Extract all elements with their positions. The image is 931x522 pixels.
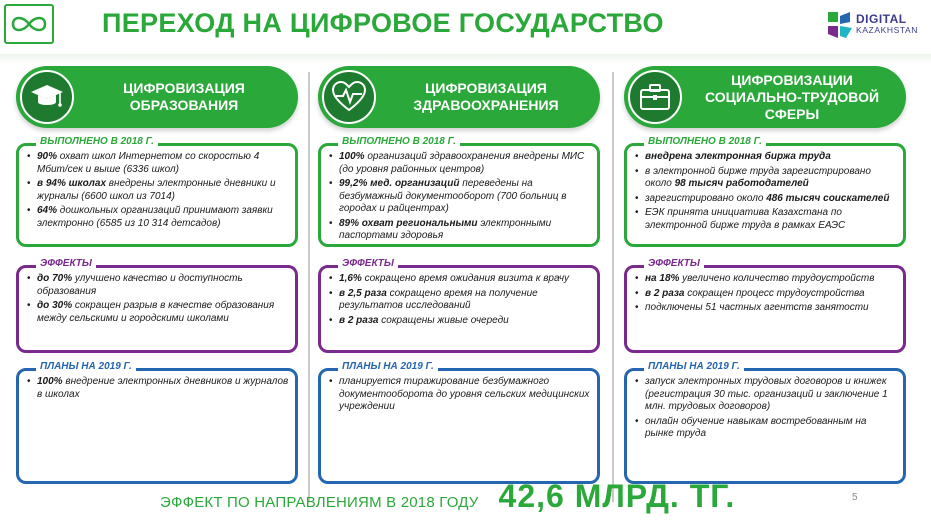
list-item-highlight: до 70% bbox=[37, 273, 73, 284]
top-logo bbox=[4, 4, 54, 44]
effects-label: ЭФФЕКТЫ bbox=[36, 258, 96, 269]
list-item-text: сокращены живые очереди bbox=[378, 314, 509, 326]
list-item-text: сокращено время ожидания визита к врачу bbox=[361, 273, 570, 284]
list-item-highlight: 90% bbox=[37, 151, 58, 162]
list-item-highlight: внедрена электронная биржа труда bbox=[645, 151, 831, 162]
list-item-highlight: 98 тысяч работодателей bbox=[674, 178, 809, 189]
list-item bbox=[329, 273, 591, 286]
bottom-summary bbox=[160, 478, 735, 518]
social-title: ЦИФРОВИЗАЦИИ СОЦИАЛЬНО-ТРУДОВОЙ СФЕРЫ bbox=[704, 71, 880, 122]
list-item-text: онлайн обучение навыкам востребованным на рынке труда bbox=[645, 415, 867, 439]
list-item bbox=[27, 376, 289, 401]
plans-list bbox=[329, 376, 591, 414]
list-item bbox=[635, 288, 897, 301]
list-item-highlight: до 30% bbox=[37, 300, 73, 311]
list-item-text: ЕЭК принята инициатива Казахстана по электронной бирже труда в рамках ЕАЭС bbox=[645, 207, 846, 231]
plans-label: ПЛАНЫ НА 2019 Г. bbox=[36, 361, 136, 372]
list-item bbox=[329, 376, 591, 414]
list-item bbox=[27, 273, 289, 298]
list-item-highlight: 1,6% bbox=[339, 273, 362, 284]
bottom-value: 42,6 МЛРД. ТГ. bbox=[498, 478, 736, 514]
effects-list bbox=[27, 273, 289, 325]
list-item bbox=[27, 205, 289, 230]
list-item-highlight: 89% охват региональными bbox=[339, 217, 478, 229]
list-item-text: внедрение электронных дневников и журналов в школах bbox=[37, 376, 289, 400]
plans-list bbox=[635, 376, 897, 441]
list-item bbox=[27, 178, 289, 203]
brand-logo bbox=[826, 10, 926, 42]
list-item bbox=[329, 218, 591, 243]
done-label: ВЫПОЛНЕНО В 2018 Г. bbox=[36, 136, 158, 147]
list-item-highlight: 100% bbox=[37, 376, 63, 387]
list-item-highlight: в 94% школах bbox=[37, 178, 107, 189]
plans-label: ПЛАНЫ НА 2019 Г. bbox=[338, 361, 438, 372]
list-item bbox=[329, 151, 591, 176]
list-item bbox=[635, 273, 897, 286]
list-item bbox=[635, 193, 897, 206]
list-item bbox=[329, 178, 591, 216]
list-item-text: подключены 51 частных агентств занятости bbox=[645, 302, 869, 313]
briefcase-icon bbox=[638, 82, 672, 112]
list-item-text: улучшено качество и доступность образования bbox=[37, 273, 243, 297]
digital-kazakhstan-logo-icon bbox=[826, 10, 854, 40]
column-divider bbox=[308, 72, 310, 502]
brand-line1: DIGITAL bbox=[856, 12, 907, 26]
list-item bbox=[329, 315, 591, 328]
effects-list bbox=[635, 273, 897, 315]
done-label: ВЫПОЛНЕНО В 2018 Г. bbox=[644, 136, 766, 147]
health-title: ЦИФРОВИЗАЦИЯ ЗДРАВООХРАНЕНИЯ bbox=[413, 80, 559, 113]
plans-list bbox=[27, 376, 289, 401]
list-item-text: дошкольных организаций принимают заявки электронно (6585 из 10 314 детсадов) bbox=[37, 205, 273, 229]
list-item-text: увеличено количество трудоустройств bbox=[679, 273, 875, 284]
effects-box bbox=[16, 265, 298, 353]
list-item-text: сокращен разрыв в качестве образования между сельскими и городскими школами bbox=[37, 300, 275, 324]
list-item bbox=[27, 151, 289, 176]
effects-box bbox=[624, 265, 906, 353]
graduation-cap-icon bbox=[29, 82, 65, 112]
heart-pulse-icon bbox=[331, 81, 367, 113]
list-item-text: охват школ Интернетом со скоростью 4 Мбит/сек и выше (6336 школ) bbox=[37, 151, 260, 175]
list-item-text: запуск электронных трудовых договоров и книжек (регистрация 30 тыс. организаций и заключение 1 млн. трудовых договоров) bbox=[645, 376, 888, 412]
list-item bbox=[635, 416, 897, 441]
done-list bbox=[329, 151, 591, 243]
page-title: ПЕРЕХОД НА ЦИФРОВОЕ ГОСУДАРСТВО bbox=[102, 8, 664, 38]
list-item-highlight: в 2,5 раза bbox=[339, 287, 387, 299]
effects-label: ЭФФЕКТЫ bbox=[338, 258, 398, 269]
list-item-highlight: в 2 раза bbox=[339, 314, 379, 326]
done-label: ВЫПОЛНЕНО В 2018 Г. bbox=[338, 136, 460, 147]
list-item bbox=[635, 207, 897, 232]
list-item-highlight: в 2 раза bbox=[645, 287, 685, 299]
social-header bbox=[624, 66, 906, 128]
list-item-highlight: 99,2% мед. организаций bbox=[339, 178, 460, 189]
list-item-text: сокращен процесс трудоустройства bbox=[684, 287, 865, 299]
plans-box bbox=[318, 368, 600, 484]
effects-label: ЭФФЕКТЫ bbox=[644, 258, 704, 269]
effects-list bbox=[329, 273, 591, 327]
list-item bbox=[635, 376, 897, 414]
list-item bbox=[329, 288, 591, 313]
list-item-text: внедрены электронные дневники и журналы (6600 школ из 7014) bbox=[37, 178, 276, 202]
list-item-text: сокращено время на получение результатов исследований bbox=[339, 287, 538, 311]
list-item-highlight: 100% bbox=[339, 151, 365, 162]
done-box bbox=[16, 143, 298, 247]
header-band bbox=[0, 54, 931, 64]
list-item bbox=[635, 151, 897, 164]
done-box bbox=[624, 143, 906, 247]
brand-line2: KAZAKHSTAN bbox=[856, 25, 919, 35]
list-item-highlight: 486 тысяч соискателей bbox=[766, 192, 890, 204]
list-item-text: организаций здравоохранения внедрены МИС (до уровня районных центров) bbox=[339, 151, 585, 175]
effects-box bbox=[318, 265, 600, 353]
list-item bbox=[635, 302, 897, 315]
education-header bbox=[16, 66, 298, 128]
list-item-text: электронными паспортами здоровья bbox=[339, 217, 552, 241]
done-list bbox=[635, 151, 897, 232]
list-item bbox=[635, 166, 897, 191]
plans-box bbox=[624, 368, 906, 484]
plans-label: ПЛАНЫ НА 2019 Г. bbox=[644, 361, 744, 372]
list-item-text: переведены на безбумажный документооборот (700 больниц в городах и райцентрах) bbox=[339, 178, 567, 214]
page-number: 5 bbox=[852, 492, 858, 503]
list-item bbox=[27, 300, 289, 325]
bottom-label: ЭФФЕКТ ПО НАПРАВЛЕНИЯМ В 2018 ГОДУ bbox=[160, 494, 479, 511]
plans-box bbox=[16, 368, 298, 484]
infinity-icon bbox=[9, 12, 49, 36]
list-item-text: зарегистрировано около bbox=[645, 192, 767, 204]
done-box bbox=[318, 143, 600, 247]
list-item-highlight: 64% bbox=[37, 205, 58, 216]
education-title: ЦИФРОВИЗАЦИЯ ОБРАЗОВАНИЯ bbox=[123, 80, 245, 113]
list-item-text: планируется тиражирование безбумажного документооборота до уровня сельских медицинских учреждении bbox=[339, 376, 590, 412]
list-item-text: в электронной бирже труда зарегистрировано около bbox=[645, 165, 871, 189]
column-divider bbox=[612, 72, 614, 502]
health-header bbox=[318, 66, 600, 128]
list-item-highlight: на 18% bbox=[645, 273, 680, 284]
done-list bbox=[27, 151, 289, 230]
